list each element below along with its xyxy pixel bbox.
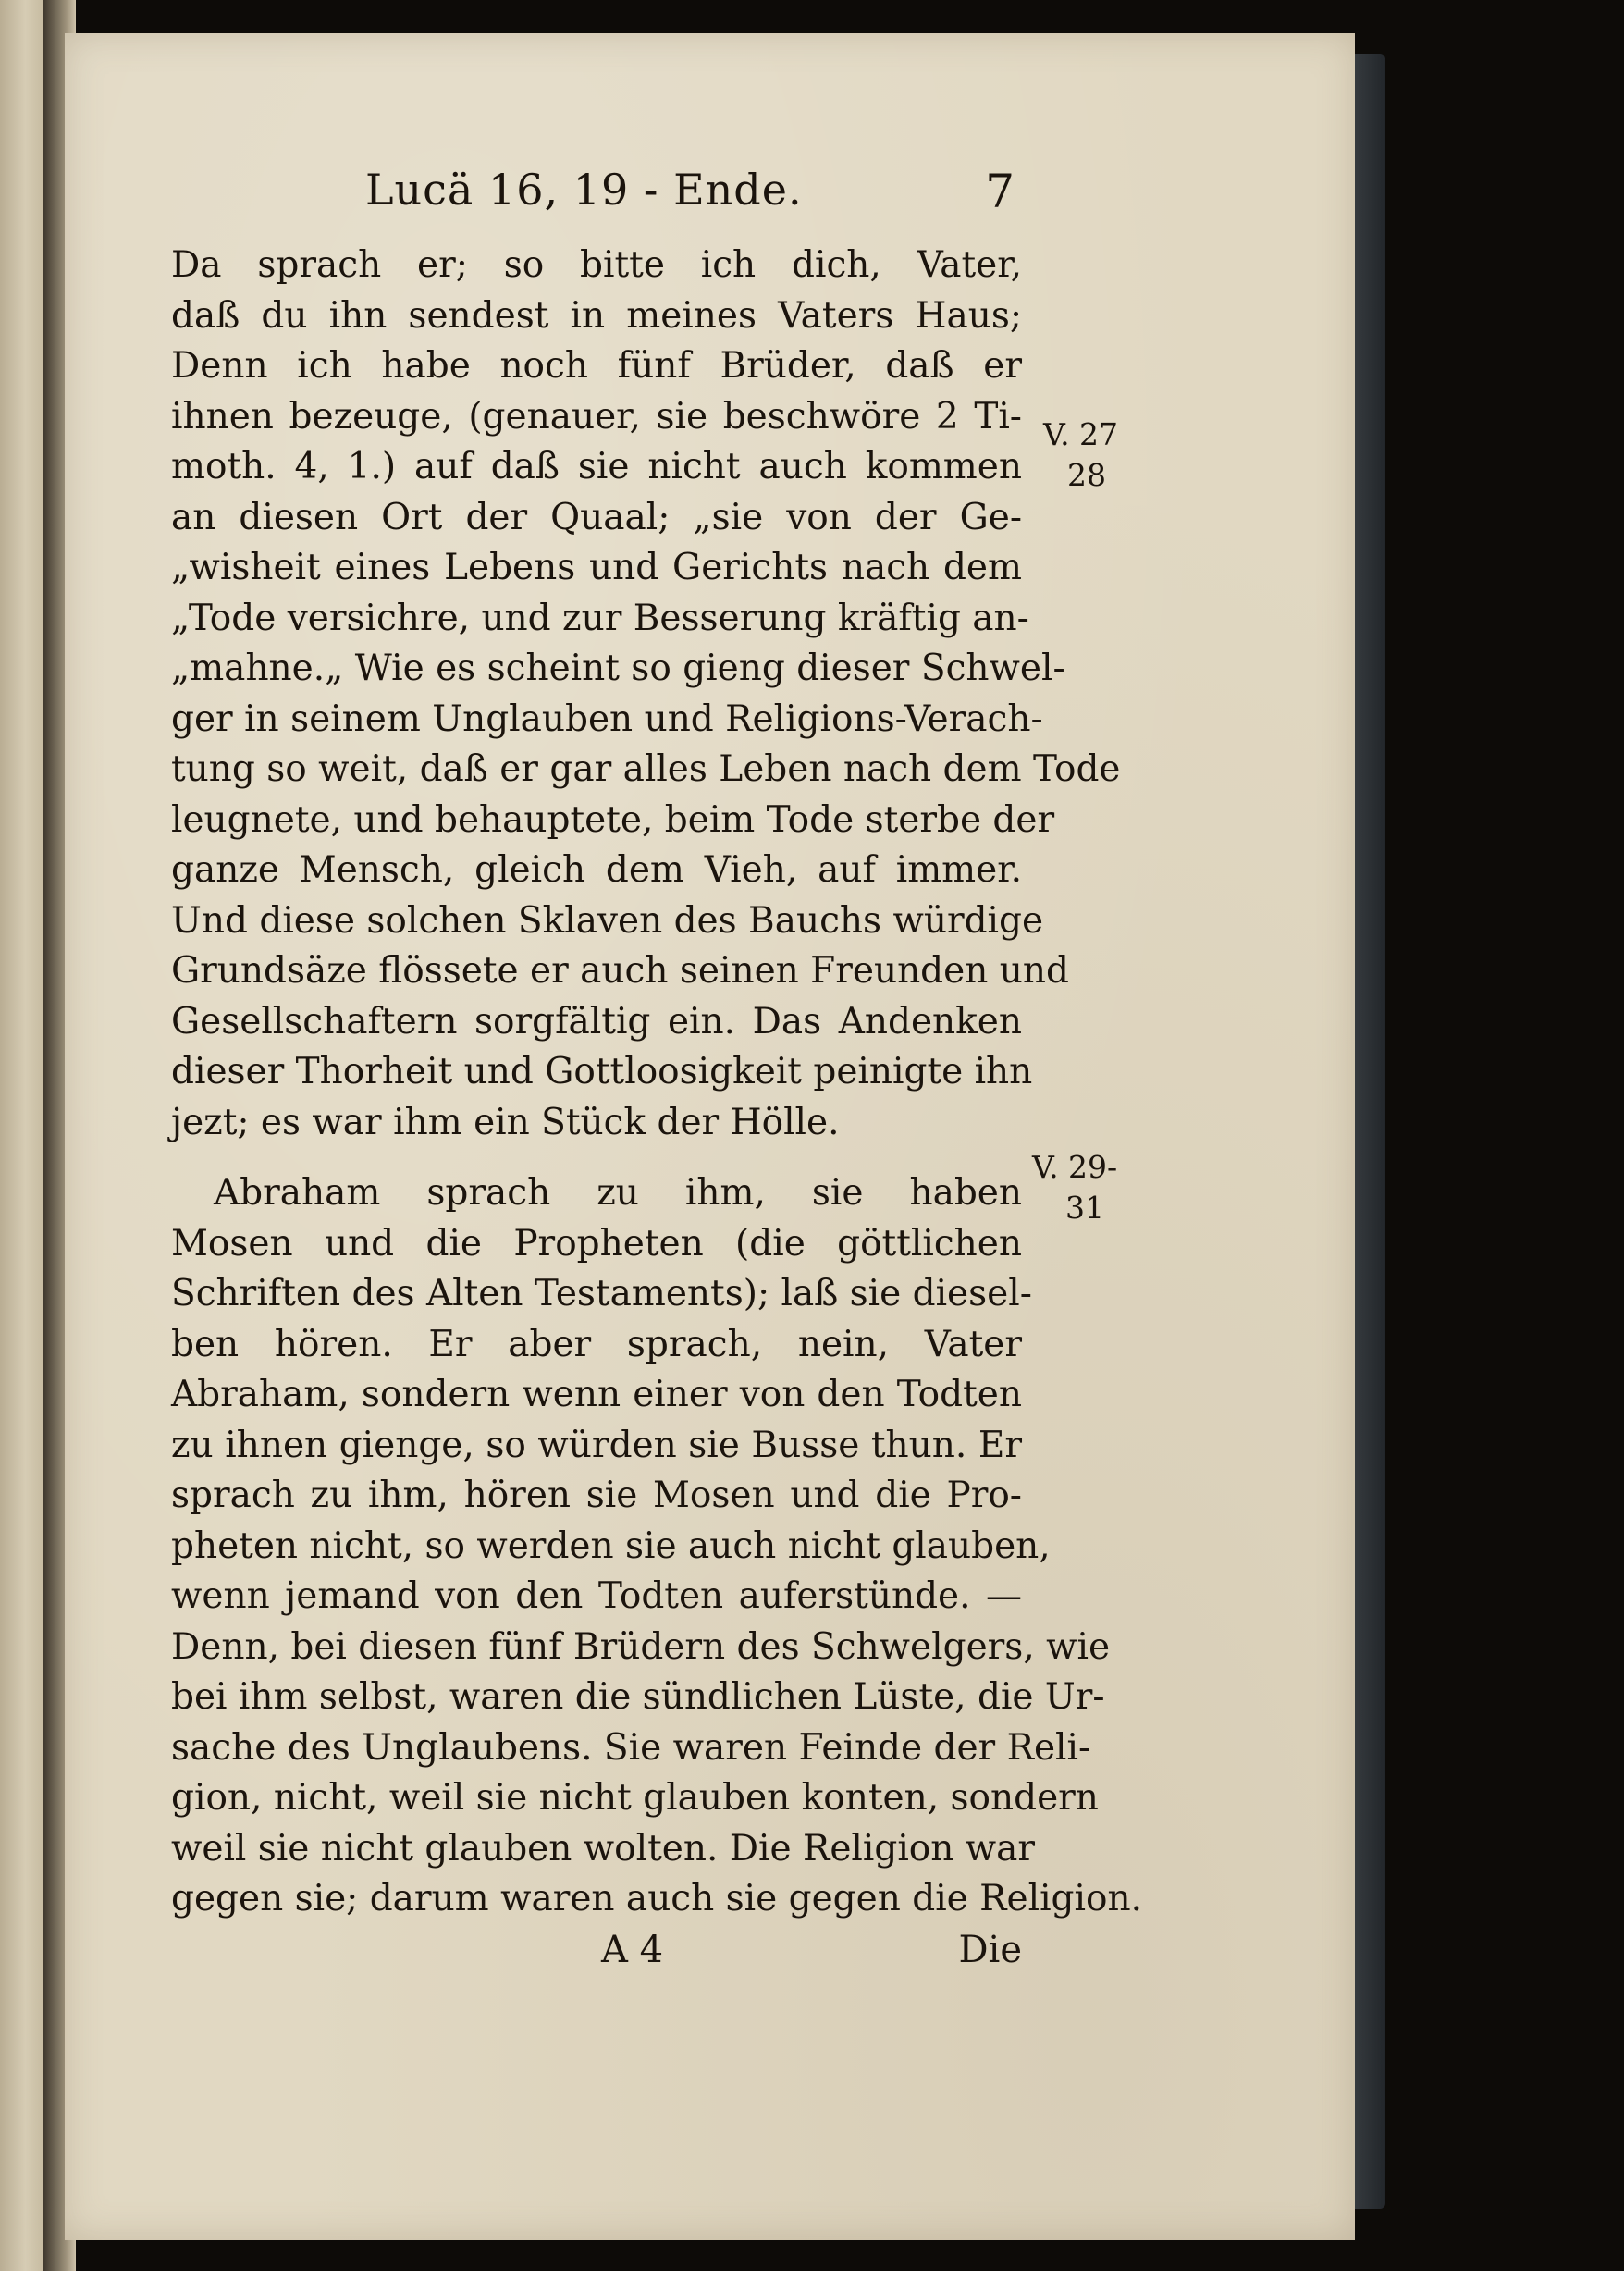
text-line: Denn, bei diesen fünf Brüdern des Schwelgers, wie bbox=[171, 1625, 1111, 1668]
text-line: wenn jemand von den Todten auferstünde. — bbox=[171, 1575, 1022, 1617]
text-line: zu ihnen gienge, so würden sie Busse thun. Er bbox=[171, 1424, 1022, 1466]
margin-verse-reference bbox=[1032, 1147, 1117, 1228]
signature-mark: A 4 bbox=[601, 1928, 664, 1971]
text-line: „Tode versichre, und zur Besserung kräftig an- bbox=[171, 597, 1029, 639]
margin-verse-reference bbox=[1043, 414, 1118, 496]
text-line: Mosen und die Propheten (die göttlichen bbox=[171, 1222, 1022, 1265]
text-line: Gesellschaftern sorgfältig ein. Das Andenken bbox=[171, 1000, 1022, 1043]
text-line: „wisheit eines Lebens und Gerichts nach dem bbox=[171, 547, 1022, 588]
facing-page-edge bbox=[0, 0, 43, 2271]
text-line: ger in seinem Unglauben und Religions-Verach- bbox=[171, 697, 1043, 740]
text-line: daß du ihn sendest in meines Vaters Haus; bbox=[171, 294, 1022, 337]
catchword: Die bbox=[958, 1928, 1022, 1971]
text-line: Abraham, sondern wenn einer von den Todten bbox=[171, 1374, 1022, 1415]
margin-verse-number: 31 bbox=[1065, 1190, 1104, 1226]
text-line: leugnete, und behauptete, beim Tode sterbe der bbox=[171, 798, 1055, 841]
text-line: sprach zu ihm, hören sie Mosen und die Pro- bbox=[171, 1475, 1022, 1516]
text-line: Und diese solchen Sklaven des Bauchs würdige bbox=[171, 899, 1044, 942]
text-line: Schriften des Alten Testaments); laß sie diesel- bbox=[171, 1273, 1032, 1314]
margin-verse-number: 28 bbox=[1067, 457, 1106, 493]
text-line: Da sprach er; so bitte ich dich, Vater, bbox=[171, 244, 1022, 286]
text-line: gion, nicht, weil sie nicht glauben konten, sondern bbox=[171, 1777, 1099, 1819]
text-line: an diesen Ort der Quaal; „sie von der Ge- bbox=[171, 496, 1022, 538]
running-title: Lucä 16, 19 - Ende. bbox=[365, 165, 803, 215]
page-number: 7 bbox=[985, 165, 1015, 218]
text-line: ihnen bezeuge, (genauer, sie beschwöre 2 Ti- bbox=[171, 395, 1022, 438]
text-line: ben hören. Er aber sprach, nein, Vater bbox=[171, 1323, 1022, 1365]
text-line: dieser Thorheit und Gottloosigkeit peinigte ihn bbox=[171, 1051, 1033, 1092]
text-line: gegen sie; darum waren auch sie gegen die Religion. bbox=[171, 1878, 1142, 1919]
text-line: pheten nicht, so werden sie auch nicht glauben, bbox=[171, 1524, 1051, 1567]
text-line: ganze Mensch, gleich dem Vieh, auf immer. bbox=[171, 849, 1022, 891]
text-line: Abraham sprach zu ihm, sie haben bbox=[214, 1172, 1022, 1214]
margin-verse-number: V. 27 bbox=[1043, 416, 1119, 452]
running-head bbox=[171, 165, 1022, 226]
text-line: Denn ich habe noch fünf Brüder, daß er bbox=[171, 345, 1022, 387]
text-line: bei ihm selbst, waren die sündlichen Lüste, die Ur- bbox=[171, 1676, 1105, 1718]
text-line: sache des Unglaubens. Sie waren Feinde der Reli- bbox=[171, 1726, 1091, 1769]
page-footer bbox=[171, 1929, 1022, 1984]
text-line: moth. 4, 1.) auf daß sie nicht auch kommen bbox=[171, 446, 1022, 488]
text-line: Grundsäze flössete er auch seinen Freunden und bbox=[171, 950, 1069, 992]
text-line: jezt; es war ihm ein Stück der Hölle. bbox=[171, 1101, 840, 1143]
text-line: tung so weit, daß er gar alles Leben nach dem Tode bbox=[171, 748, 1121, 790]
text-line: „mahne.„ Wie es scheint so gieng dieser Schwel- bbox=[171, 648, 1065, 689]
margin-verse-number: V. 29- bbox=[1032, 1149, 1118, 1185]
text-line: weil sie nicht glauben wolten. Die Religion war bbox=[171, 1827, 1036, 1870]
